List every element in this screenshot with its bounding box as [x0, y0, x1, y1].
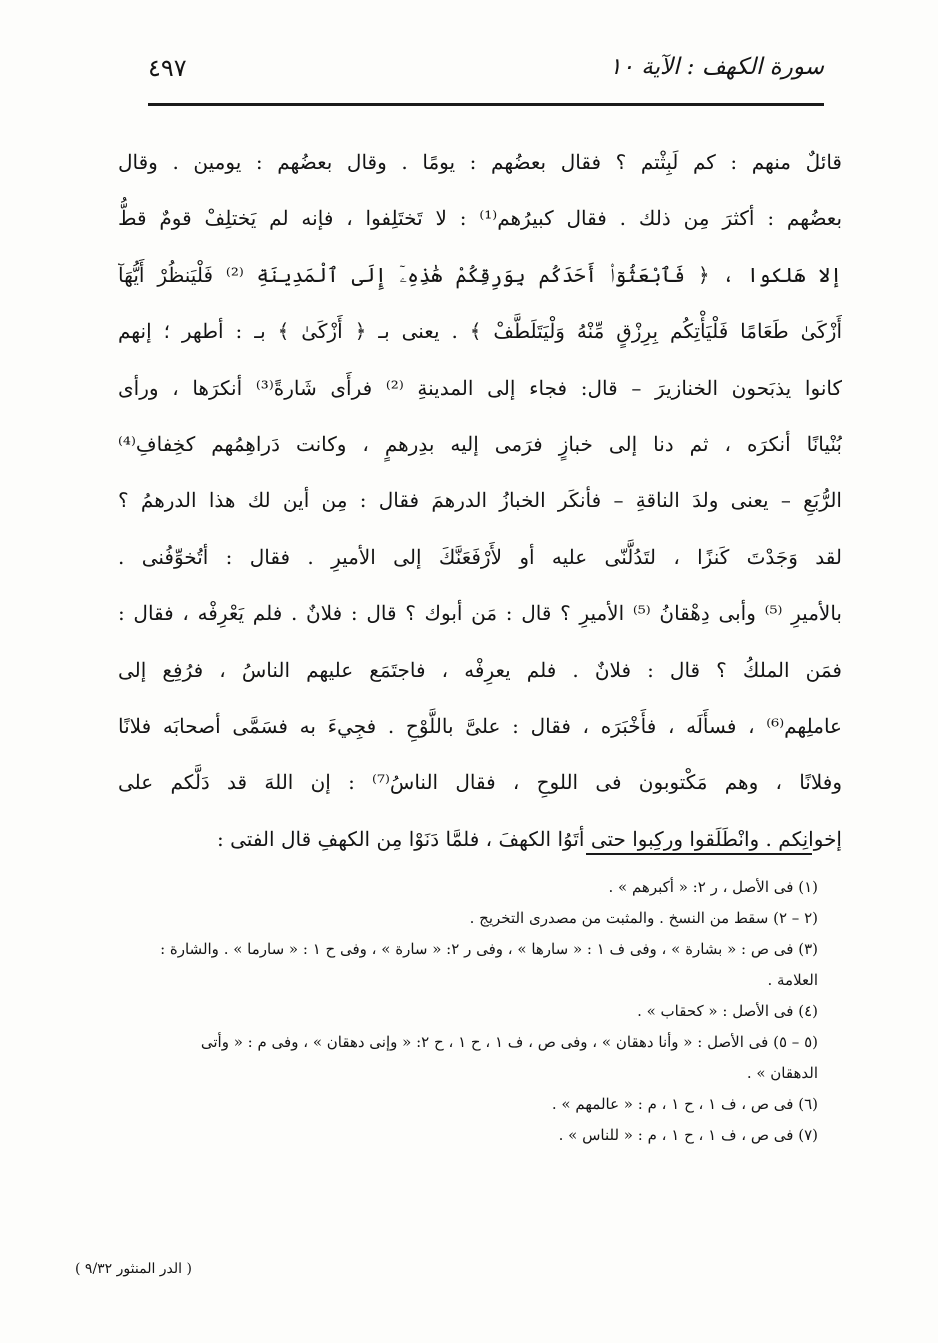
text-line: فمَن الملكُ ؟ قال : فلانٌ . فلم يعرِفْه ، فاجتَمَع عليهم الناسُ ، فرُفِع إلى [118, 657, 842, 682]
footnote: (١) فى الأصل ، ر ٢: « أكبرهم » . [608, 878, 818, 896]
footnote-continuation: العلامة . [767, 971, 818, 989]
footnote-separator [586, 853, 812, 855]
text-line: عاملِهم⁽⁶⁾ ، فسأَلَه ، فأَخْبَرَه ، فقال : علىَّ باللَّوْحِ . فجِيءَ به فسَمَّى أصحابَه فلانًا [118, 713, 842, 738]
text-line: بعضُهم : أكثرَ مِن ذلك . فقال كبيرُهم⁽¹⁾ : لا تَختَلِفوا ، فإنه لم يَختلِفْ قومٌ قطُّ [118, 206, 842, 231]
text-line: إلا هَلكوا ، ﴿ فَٱبْعَثُوٓا۟ أَحَدَكُم بِوَرِقِكُمْ هَٰذِهِۦٓ إِلَى ٱلْمَدِينَةِ ⁽²⁾ فَلْيَنظُرْ أَيُّهَآ [118, 262, 842, 287]
text-line: وفلانًا ، وهم مَكْتوبون فى اللوحِ ، فقال الناسُ⁽⁷⁾ : إن اللهَ قد دَلَّكم على [118, 770, 842, 795]
page-header [148, 50, 824, 94]
footnote: (٣) فى ص : « بشارة » ، وفى ف ١ : « سارها » ، وفى ر ٢: « سارة » ، وفى ح ١ : « سارما » . والشارة : [160, 940, 818, 958]
text-line: بُنْيانًا أنكرَه ، ثم دنا إلى خبازٍ فرَمى إليه بدِرهمٍ ، وكانت دَراهِمُهم كخِفافِ⁽⁴⁾ [118, 431, 842, 456]
footnote: (٦) فى ص ، ف ١ ، ح ١ ، م : « عالمهم » . [551, 1095, 818, 1113]
page-number: ٤٩٧ [148, 54, 187, 82]
main-text [118, 134, 842, 867]
footnote: (٤) فى الأصل : « كحقاب » . [637, 1002, 818, 1020]
footnotes [130, 872, 818, 1151]
text-line: إخوانِكم . وانْطَلَقوا وركِبوا حتى أتَوُا الكهفَ ، فلمَّا دَنَوْا مِن الكهفِ قال الفتى : [217, 826, 842, 851]
footnote: (٢ – ٢) سقط من النسخ . والمثبت من مصدرى التخريج . [469, 909, 818, 927]
footnote: (٧) فى ص ، ف ١ ، ح ١ ، م : « للناس » . [558, 1126, 818, 1144]
text-line: قائلٌ منهم : كم لَبِثْتم ؟ فقال بعضُهم : يومًا . وقال بعضُهم : يومين . وقال [118, 150, 842, 174]
source-reference: ( الدر المنثور ٩/٣٢ ) [75, 1261, 192, 1277]
text-line: أَزْكَىٰ طَعَامًا فَلْيَأْتِكُم بِرِزْقٍ مِّنْهُ وَلْيَتَلَطَّفْ ﴾ . يعنى بـ ﴿ أَزْكَىٰ ﴾ بـ : أطهر ؛ إنهم [118, 319, 842, 344]
running-title: سورة الكهف : الآية ١٠ [609, 54, 824, 80]
header-rule [148, 103, 824, 106]
footnote: (٥ – ٥) فى الأصل : « وأنا دهقان » ، وفى ص ، ف ١ ، ح ١ ، ح ٢: « وإنى دهقان » ، وفى م : « وأتى [200, 1033, 818, 1051]
text-line: لقد وَجَدْتَ كَنزًا ، لتَدُلَّنّى عليه أو لأَرْفَعَنَّكَ إلى الأميرِ . فقال : أتُخوِّفُنى . [118, 544, 842, 569]
text-line: الرُّبَعِ – يعنى ولدَ الناقةِ – فأنكَر الخبازُ الدرهمَ فقال : مِن أين لك هذا الدرهمُ ؟ [118, 488, 842, 513]
footnote-continuation: الدهقان » . [746, 1064, 818, 1082]
text-line: بالأميرِ ⁽⁵⁾ وأبى دِهْقانُ ⁽⁵⁾ الأميرِ ؟ قال : مَن أبوك ؟ قال : فلانٌ . فلم يَعْرِفْه ، فقال : [118, 601, 842, 626]
text-line: كانوا يذبَحون الخنازيرَ – قال: فجاء إلى المدينةِ ⁽²⁾ فرأَى شَارةً⁽³⁾ أنكرَها ، ورأى [118, 375, 842, 400]
